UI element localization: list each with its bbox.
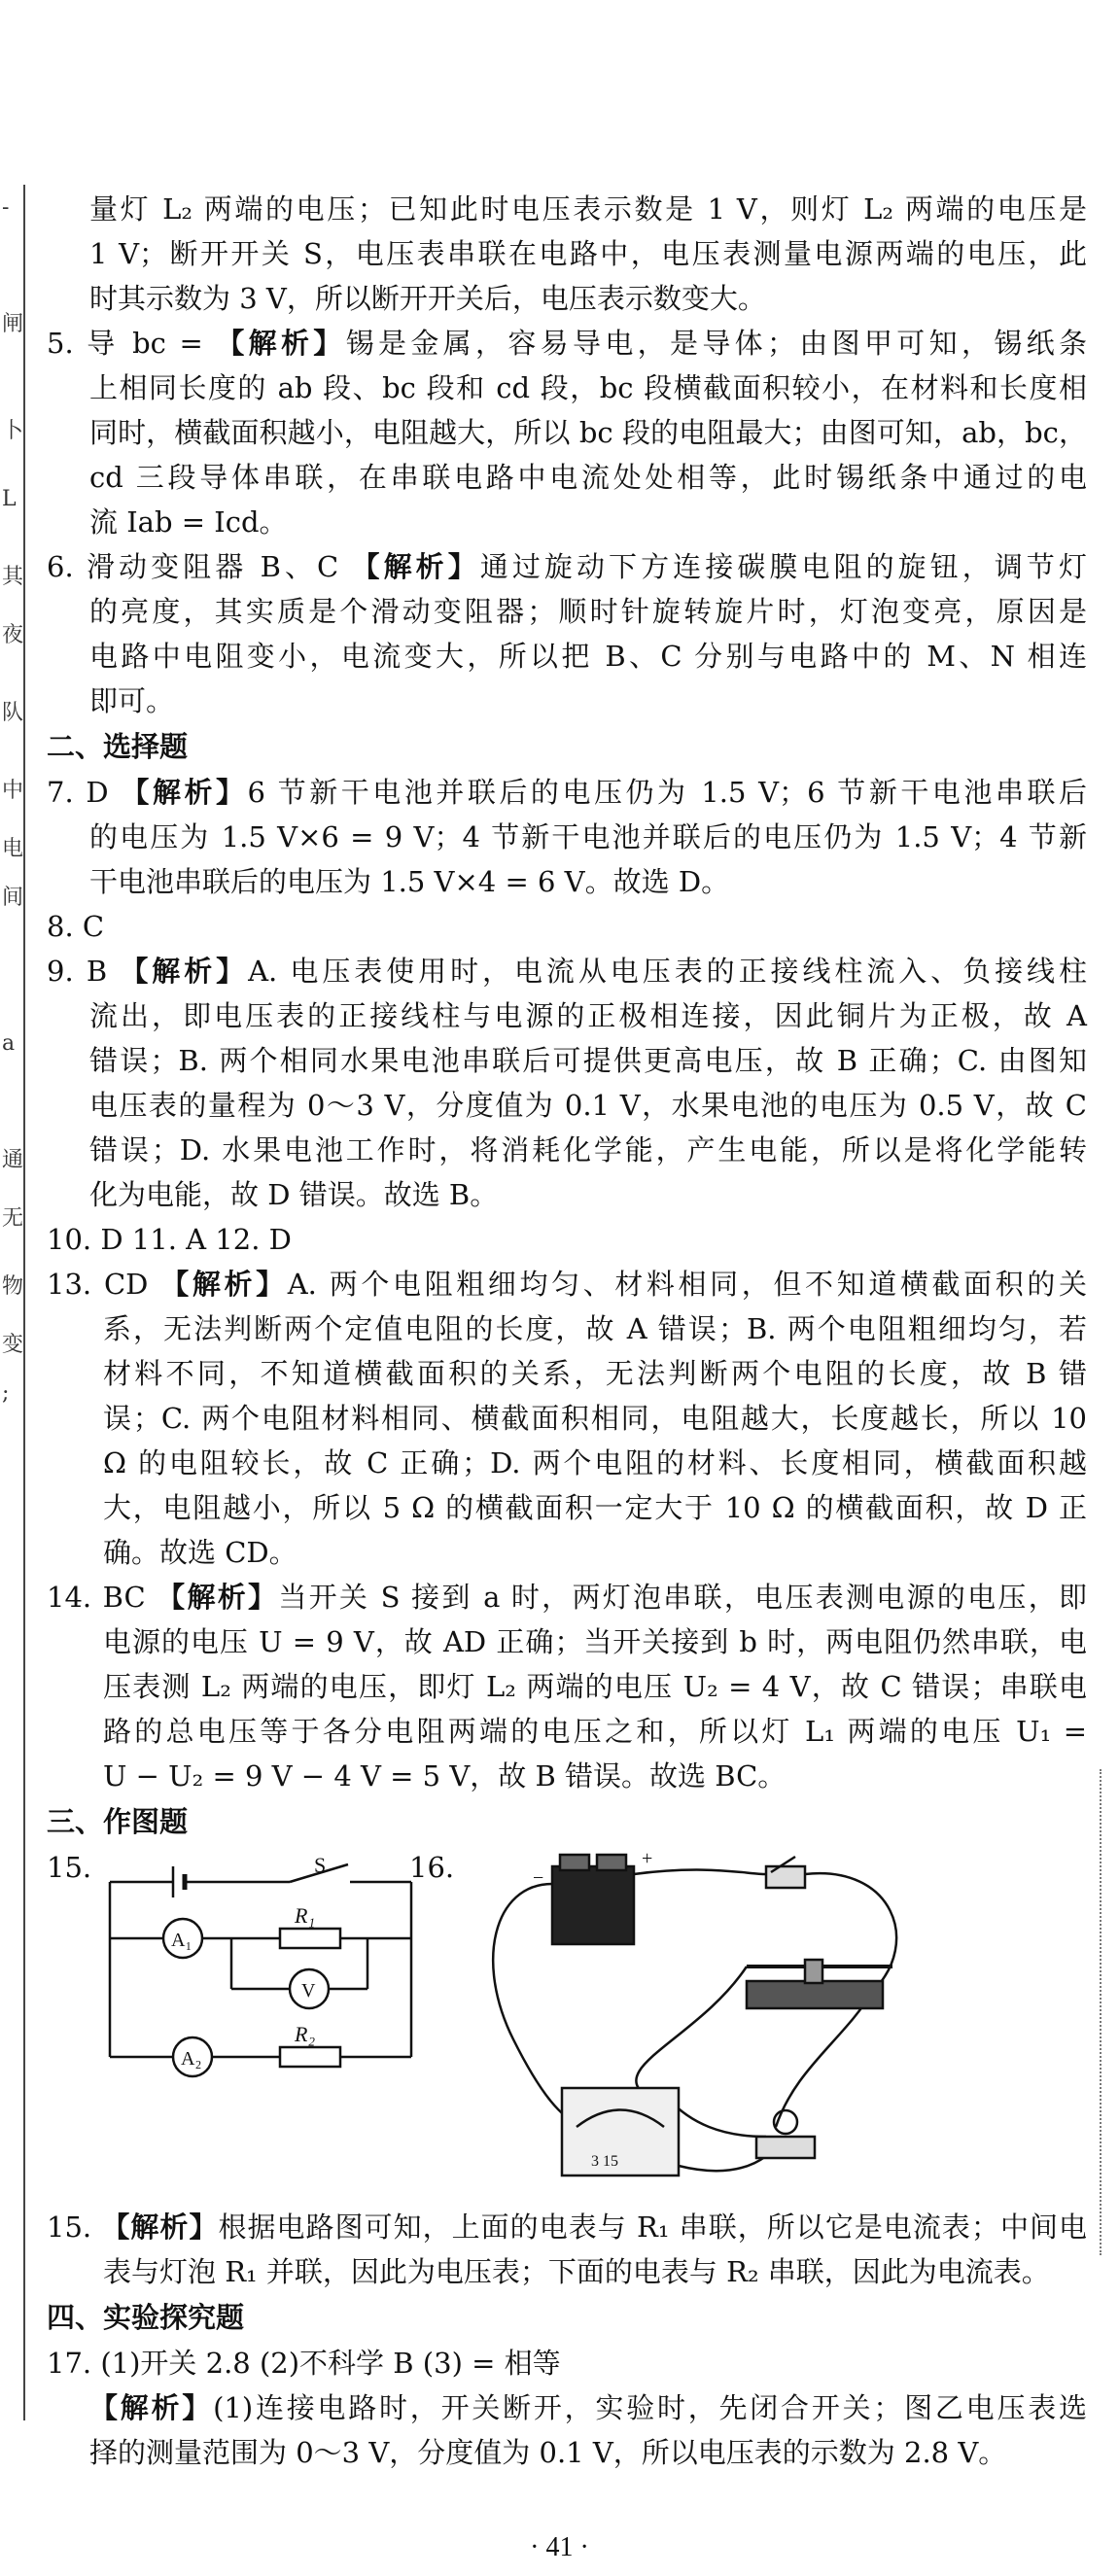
text-line: 确。故选 CD。	[103, 1536, 297, 1569]
text-line: 化为电能，故 D 错误。故选 B。	[89, 1178, 499, 1211]
margin-glyph: L	[2, 487, 17, 511]
text-line: 路的总电压等于各分电阻两端的电压之和，所以灯 L₁ 两端的电压 U₁ =	[103, 1715, 1087, 1748]
switch-label: S	[314, 1853, 327, 1877]
answer-text: 5. 导 bc =	[47, 327, 217, 360]
page-number: · 41 ·	[530, 2532, 589, 2562]
answer-5	[47, 321, 1087, 544]
answer-15-analysis	[47, 2205, 1087, 2294]
analysis-text: A. 电压表使用时，电流从电压表的正接线柱流入、负接线柱	[248, 955, 1087, 988]
answer-7	[47, 770, 1087, 904]
text-line: 错误；B. 两个相同水果电池串联后可提供更高电压，故 B 正确；C. 由图知	[89, 1044, 1087, 1077]
margin-glyph: 无	[2, 1206, 24, 1231]
resistor-r2	[280, 2047, 340, 2067]
analysis-text: 锡是金属，容易导电，是导体；由图甲可知，锡纸条	[345, 327, 1087, 360]
answer-text: 7. D	[47, 776, 122, 809]
margin-glyph: 闸	[2, 312, 24, 336]
margin-glyph: a	[2, 1031, 16, 1056]
margin-glyph: 变	[2, 1333, 24, 1357]
text-line: 误；C. 两个电阻材料相同、横截面积相同，电阻越大，长度越长，所以 10	[103, 1402, 1087, 1435]
r1-label: R₁	[295, 1903, 316, 1928]
text-line: 17. (1)开关 2.8 (2)不科学 B (3) = 相等	[47, 2347, 561, 2380]
analysis-tag: 【解析】	[101, 2210, 219, 2244]
text-line: 错误；D. 水果电池工作时，将消耗化学能，产生电能，所以是将化学能转	[89, 1133, 1087, 1166]
text-line: Ω 的电阻较长，故 C 正确；D. 两个电阻的材料、长度相同，横截面积越	[103, 1446, 1087, 1479]
v-label: V	[301, 1980, 316, 2002]
wire	[776, 1991, 873, 2127]
answer-9	[47, 949, 1087, 1217]
resistor-r1	[280, 1929, 340, 1948]
margin-glyph: 卜	[2, 419, 24, 443]
right-edge-perforation	[1100, 1769, 1119, 2255]
analysis-tag: 【解析】	[216, 327, 346, 360]
text-line: 电压表的量程为 0～3 V，分度值为 0.1 V，水果电池的电压为 0.5 V，故 C	[89, 1089, 1087, 1122]
answer-6	[47, 544, 1087, 723]
answer-8: 8. C	[47, 910, 105, 943]
answer-14	[47, 1575, 1087, 1798]
analysis-text: A. 两个电阻粗细均匀、材料相同，但不知道横截面积的关	[287, 1268, 1087, 1301]
rheostat-coil	[747, 1981, 883, 2008]
analysis-tag: 【解析】	[89, 2391, 214, 2424]
battery-plus-label: +	[642, 1848, 653, 1869]
text-line	[47, 1262, 1087, 1306]
analysis-text: 6 节新干电池并联后的电压仍为 1.5 V；6 节新干电池串联后	[247, 776, 1087, 809]
binding-margin-glyphs	[2, 194, 23, 2333]
answer-text: 14. BC	[47, 1581, 157, 1614]
text-line: 电源的电压 U = 9 V，故 AD 正确；当开关接到 b 时，两电阻仍然串联，电	[103, 1625, 1087, 1658]
a2-label: A₂	[181, 2048, 202, 2070]
text-line	[47, 770, 1087, 815]
answer-text: 6. 滑动变阻器 B、C	[47, 550, 352, 583]
knife-switch	[766, 1866, 805, 1888]
analysis-text: (1)连接电路时，开关断开，实验时，先闭合开关；图乙电压表选	[213, 2391, 1087, 2424]
text-line: 表与灯泡 R₁ 并联，因此为电压表；下面的电表与 R₂ 串联，因此为电流表。	[103, 2255, 1050, 2288]
answer-text: 15.	[47, 2210, 102, 2244]
text-line	[47, 544, 1087, 589]
text-line: 1 V；断开开关 S，电压表串联在电路中，电压表测量电源两端的电压，此	[89, 237, 1087, 270]
wire	[636, 1967, 747, 2098]
text-line: 压表测 L₂ 两端的电压，即灯 L₂ 两端的电压 U₂ = 4 V，故 C 错误；串联电	[103, 1670, 1087, 1703]
meter-scale-label: 3 15	[591, 2153, 618, 2170]
analysis-tag: 【解析】	[121, 776, 248, 809]
text-line: 流出，即电压表的正接线柱与电源的正极相连接，因此铜片为正极，故 A	[89, 999, 1087, 1032]
text-line: 材料不同，不知道横截面积的关系，无法判断两个电阻的长度，故 B 错	[103, 1357, 1087, 1390]
wire	[634, 1870, 766, 1874]
text-line	[47, 2205, 1087, 2249]
answer-text: 9. B	[47, 955, 121, 988]
text-line: 大，电阻越小，所以 5 Ω 的横截面积一定大于 10 Ω 的横截面积，故 D 正	[103, 1491, 1087, 1524]
text-line	[47, 321, 1087, 366]
analysis-text: 当开关 S 接到 a 时，两灯泡串联，电压表测电源的电压，即	[278, 1581, 1087, 1614]
answer-content	[47, 187, 1087, 2475]
wire	[679, 2156, 766, 2171]
margin-glyph: 夜	[2, 623, 24, 647]
analysis-text: 根据电路图可知，上面的电表与 R₁ 串联，所以它是电流表；中间电	[218, 2210, 1087, 2244]
margin-glyph: 中	[2, 779, 24, 803]
text-line	[47, 2385, 1087, 2430]
answer-text: 13. CD	[47, 1268, 161, 1301]
text-line: 的亮度，其实质是个滑动变阻器；顺时针旋转旋片时，灯泡变亮，原因是	[89, 595, 1087, 628]
answer-17	[47, 2341, 1087, 2475]
answer-13	[47, 1262, 1087, 1575]
r2-label: R₂	[295, 2022, 316, 2046]
margin-glyph: 间	[2, 886, 24, 910]
analysis-tag: 【解析】	[351, 550, 480, 583]
text-line: 干电池串联后的电压为 1.5 V×4 = 6 V。故选 D。	[89, 865, 730, 898]
analysis-text: 通过旋动下方连接碳膜电阻的旋钮，调节灯	[479, 550, 1087, 583]
paragraph-continuation	[47, 187, 1087, 321]
margin-glyph: 通	[2, 1148, 24, 1172]
battery-cap	[560, 1855, 589, 1870]
figure-16-number: 16.	[409, 1851, 455, 1884]
battery-cap	[597, 1855, 626, 1870]
margin-glyph: 其	[2, 565, 24, 589]
text-line: 同时，横截面积越小，电阻越大，所以 bc 段的电阻最大；由图可知，ab，bc，	[89, 416, 1087, 449]
wiring-diagram-16	[455, 1845, 922, 2195]
section-heading-experiment: 四、实验探究题	[47, 2301, 245, 2334]
text-line: 即可。	[89, 684, 175, 717]
rheostat-slider	[805, 1960, 822, 1983]
text-line: 电路中电阻变小，电流变大，所以把 B、C 分别与电路中的 M、N 相连	[89, 640, 1087, 673]
answers-10-12: 10. D 11. A 12. D	[47, 1223, 292, 1256]
text-line	[47, 949, 1087, 993]
text-line: 上相同长度的 ab 段、bc 段和 cd 段，bc 段横截面积较小，在材料和长度相	[89, 371, 1087, 404]
margin-glyph: 物	[2, 1274, 24, 1299]
margin-glyph: 电	[2, 837, 24, 861]
text-line: 的电压为 1.5 V×6 = 9 V；4 节新干电池并联后的电压仍为 1.5 V；4 节新	[89, 820, 1087, 853]
a1-label: A₁	[171, 1930, 192, 1951]
margin-glyph: -	[2, 195, 10, 220]
margin-glyph: ;	[2, 1381, 10, 1406]
text-line: 系，无法判断两个定值电阻的长度，故 A 错误；B. 两个电阻粗细均匀，若	[103, 1312, 1087, 1345]
text-line: 流 Iab = Icd。	[89, 505, 288, 539]
text-line: 时其示数为 3 V，所以断开开关后，电压表示数变大。	[89, 282, 766, 315]
text-line: cd 三段导体串联，在串联电路中电流处处相等，此时锡纸条中通过的电	[89, 461, 1087, 494]
text-line	[47, 1575, 1087, 1619]
figures-row	[47, 1845, 1087, 2205]
margin-glyph: 队	[2, 701, 24, 725]
text-line: 量灯 L₂ 两端的电压；已知此时电压表示数是 1 V，则灯 L₂ 两端的电压是	[89, 192, 1087, 226]
analysis-tag: 【解析】	[120, 955, 249, 988]
section-heading-drawing: 三、作图题	[47, 1805, 189, 1838]
battery-minus-label: −	[533, 1867, 544, 1889]
circuit-diagram-15	[95, 1853, 426, 2086]
battery-pack	[552, 1866, 634, 1944]
bulb-base	[756, 2137, 815, 2158]
section-heading-choice: 二、选择题	[47, 730, 189, 763]
analysis-tag: 【解析】	[160, 1268, 288, 1301]
text-line: U − U₂ = 9 V − 4 V = 5 V，故 B 错误。故选 BC。	[103, 1759, 787, 1793]
voltmeter-body	[562, 2088, 679, 2176]
figure-15-number: 15.	[47, 1851, 92, 1884]
text-line: 择的测量范围为 0～3 V，分度值为 0.1 V，所以电压表的示数为 2.8 V。	[89, 2436, 1007, 2469]
analysis-tag: 【解析】	[157, 1581, 279, 1614]
binding-margin-rule	[23, 185, 25, 2420]
